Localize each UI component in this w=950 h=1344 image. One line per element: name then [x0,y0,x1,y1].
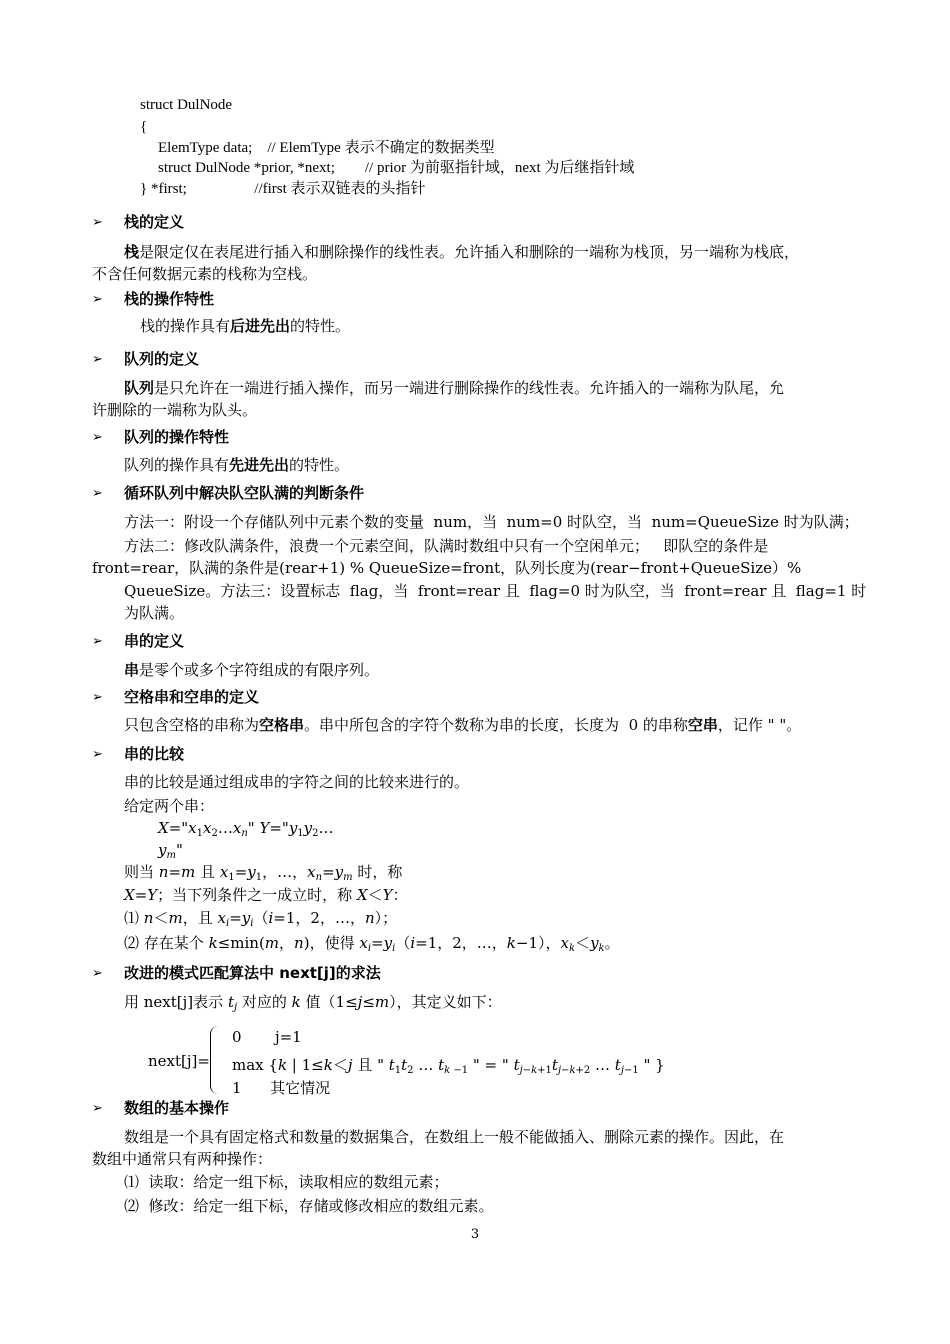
paragraph-line: 只包含空格的串称为空格串。串中所包含的字符个数称为串的长度，长度为 0 的串称空串，记作 " "。 [124,716,802,734]
section-title: 改进的模式匹配算法中 next[j]的求法 [124,964,381,982]
bullet-arrow-icon: ➢ [92,292,103,307]
paragraph-line: 方法二：修改队满条件，浪费一个元素空间，队满时数组中只有一个空闲单元； 即队空的条件是 [124,537,769,555]
bullet-arrow-icon: ➢ [92,430,103,445]
paragraph-line: 队列是只允许在一端进行插入操作，而另一端进行删除操作的线性表。允许插入的一端称为队尾，允 [124,379,785,397]
paragraph-line: 队列的操作具有先进先出的特性。 [124,456,350,474]
section-title: 栈的定义 [124,213,185,231]
paragraph-line: 栈是限定仅在表尾进行插入和删除操作的线性表。允许插入和删除的一端称为栈顶，另一端称为栈底， [124,243,800,261]
paragraph-line: 为队满。 [124,604,185,622]
paragraph-line: 串的比较是通过组成串的字符之间的比较来进行的。 [124,773,470,791]
code-line: struct DulNode *prior, *next; // prior 为前驱指针域，next 为后继指针域 [158,160,635,176]
formula-line: ⑴ n＜m，且 $x_i=y_i(i=1$，2，…，n）； [124,909,398,929]
formula-lhs: next[j]= [148,1052,210,1070]
bullet-arrow-icon: ➢ [92,215,103,230]
code-line: struct DulNode [140,97,233,113]
section-title: 循环队列中解决队空队满的判断条件 [124,484,365,502]
bullet-arrow-icon: ➢ [92,352,103,367]
paragraph-line: ⑴ 读取：给定一组下标，读取相应的数组元素； [124,1173,449,1191]
paragraph-line: QueueSize。方法三：设置标志 flag，当 front=rear 且 flag=0 时为队空，当 front=rear 且 flag=1 时 [124,582,867,600]
section-title: 串的比较 [124,745,185,763]
section-title: 栈的操作特性 [124,290,215,308]
formula-line: ⑵ 存在某个 k≤min(m，n)，使得 $x_i=y_i(i=1$，2，…，k−1），$x_k<y_k$。 [124,934,620,954]
section-title: 数组的基本操作 [124,1099,230,1117]
section-title: 队列的定义 [124,350,200,368]
page-number: 3 [470,1227,480,1242]
bullet-arrow-icon: ➢ [92,966,103,981]
section-title: 串的定义 [124,632,185,650]
bullet-arrow-icon: ➢ [92,1101,103,1116]
code-line: { [140,119,148,135]
paragraph-line: ⑵ 修改：给定一组下标，存储或修改相应的数组元素。 [124,1197,494,1215]
formula-line: X=Y；当下列条件之一成立时，称 X＜Y： [124,886,408,904]
section-title: 队列的操作特性 [124,428,230,446]
formula-line: $y_m$" [158,841,183,861]
paragraph-line: 串是零个或多个字符组成的有限序列。 [124,661,380,679]
formula-line: $X="x_1x_2\dots x_n$" $Y="y_1y_2\dots$ [158,819,334,839]
paragraph-line: 给定两个串： [124,797,215,815]
brace-icon [210,1026,221,1094]
paragraph-line: 方法一：附设一个存储队列中元素个数的变量 num，当 num=0 时队空，当 num=QueueSize 时为队满； [124,513,859,531]
paragraph-line: front=rear，队满的条件是(rear+1) % QueueSize=front，队列长度为(rear−front+QueueSize）% [92,559,802,577]
bullet-arrow-icon: ➢ [92,634,103,649]
section-title: 空格串和空串的定义 [124,688,260,706]
paragraph-line: 许删除的一端称为队头。 [92,401,258,419]
bullet-arrow-icon: ➢ [92,747,103,762]
paragraph-line: 不含任何数据元素的栈称为空栈。 [92,265,318,283]
paragraph-line: 数组是一个具有固定格式和数量的数据集合，在数组上一般不能做插入、删除元素的操作。因此，在 [124,1128,785,1146]
formula-case: 0 j=1 [232,1028,302,1046]
code-line: ElemType data; // ElemType 表示不确定的数据类型 [158,140,495,156]
paragraph-line: 栈的操作具有后进先出的特性。 [140,317,351,335]
formula-line: 则当 n=m 且 $x_1=y_1$，…，$x_n=y_m$ 时，称 [124,863,403,883]
bullet-arrow-icon: ➢ [92,486,103,501]
bullet-arrow-icon: ➢ [92,690,103,705]
formula-case: 1 其它情况 [232,1079,331,1097]
formula-case: max {k | 1≤k＜j 且 " $t_1t_2$ … $t_{k -1}$ " = " $t_{j-k+1}t_{j-k+2}$ … $t_{j-1}$ " } [232,1056,665,1076]
code-line: } *first; //first 表示双链表的头指针 [140,181,426,197]
paragraph-line: 数组中通常只有两种操作： [92,1150,273,1168]
paragraph-line: 用 next[j]表示 $t_j$ 对应的 k 值（1≤j≤m），其定义如下： [124,993,502,1013]
